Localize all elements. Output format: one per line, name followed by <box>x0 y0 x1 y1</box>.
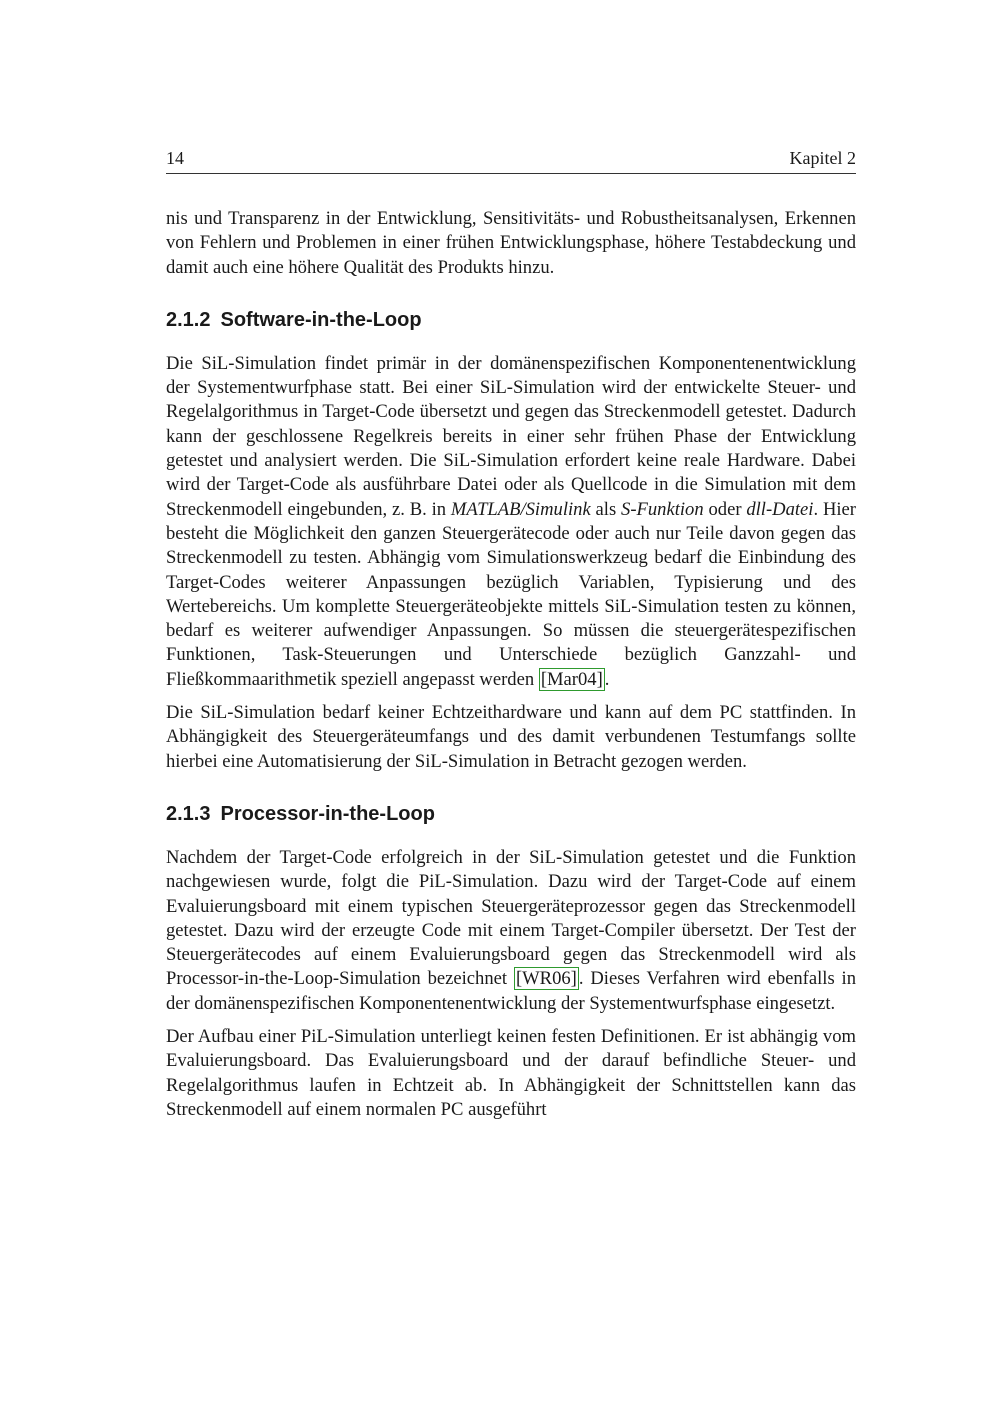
text-run: Die SiL-Simulation findet primär in der domänenspezifischen Komponentenentwicklung der Systementwurfphase statt. Bei einer SiL-Simulation wird der entwickelte Steuer- und Regelalgorithmus in Target-Code übersetzt und gegen das Streckenmodell getestet. Dadurch kann der geschlossene Regelkreis bereits in einer sehr frühen Phase der Entwicklung getestet und analysiert werden. Die SiL-Simulation erfordert keine reale Hardware. Dabei wird der Target-Code als ausführbare Datei oder als Quellcode in die Simulation mit dem Streckenmodell eingebunden, z. B. in <box>166 352 856 520</box>
running-header <box>166 148 856 174</box>
text-run: . <box>604 668 610 690</box>
text-run: . Dieses Verfahren wird ebenfalls in der domänenspezifischen Komponentenentwicklung der Systementwurfsphase eingesetzt. <box>166 968 857 1014</box>
section-number: 2.1.2 <box>166 308 211 331</box>
section-heading-2-1-2 <box>166 309 856 332</box>
text-run: Nachdem der Target-Code erfolgreich in der SiL-Simulation getestet und die Funktion nachgewiesen wurde, folgt die PiL-Simulation. Dazu wird der Target-Code auf einem Evaluierungsboard mit einem typischen Steuergeräteprozessor gegen das Streckenmodell getestet. Dazu wird der erzeugte Code mit einem Target-Compiler übersetzt. Der Test der Steuergerätecodes auf einem Evaluierungsboard gegen das Streckenmodell wird als Processor-in-the-Loop-Simulation bezeichnet <box>166 846 856 990</box>
text-run: oder <box>703 498 747 520</box>
paragraph-sil-1 <box>166 352 856 692</box>
section-number: 2.1.3 <box>166 802 211 825</box>
text-run: als <box>590 498 622 520</box>
paragraph-pil-2: Der Aufbau einer PiL-Simulation unterliegt keinen festen Definitionen. Er ist abhängig vom Evaluierungsboard. Das Evaluierungsboard und der darauf befindliche Steuer- und Regelalgorithmus laufen in Echtzeit ab. In Abhängigkeit der Schnittstellen kann das Streckenmodell auf einem normalen PC ausgeführt <box>166 1026 856 1120</box>
section-heading-2-1-3 <box>166 803 856 826</box>
emphasis-matlab: MATLAB/Simulink <box>450 498 591 520</box>
emphasis-dll-datei: dll-Datei <box>746 498 814 520</box>
paragraph-sil-2: Die SiL-Simulation bedarf keiner Echtzeithardware und kann auf dem PC stattfinden. In Abhängigkeit des Steuergeräteumfangs und des damit verbundenen Testumfangs sollte hierbei eine Automatisierung der SiL-Simulation in Betracht gezogen werden. <box>166 702 856 772</box>
paragraph-pil-1 <box>166 846 856 1016</box>
emphasis-s-funktion: S-Funktion <box>621 498 704 520</box>
page-number: 14 <box>166 148 184 168</box>
text-run: . Hier besteht die Möglichkeit den ganzen Steuergerätecode oder auch nur Teile davon gegen das Streckenmodell zu testen. Abhängig vom Simulationswerkzeug bedarf die Einbindung des Target-Codes weiterer Anpassungen bezüglich Variablen, Typisierung und des Wertebereichs. Um komplette Steuergeräteobjekte mittels SiL-Simulation testen zu können, bedarf es weiterer aufwendiger Anpassungen. So müssen die steuergerätespezifischen Funktionen, Task-Steuerungen und Unterschiede bezüglich Ganzzahl- und Fließkommaarithmetik speziell angepasst werden <box>166 498 856 690</box>
section-title: Processor-in-the-Loop <box>220 802 435 825</box>
intro-paragraph: nis und Transparenz in der Entwicklung, Sensitivitäts- und Robustheitsanalysen, Erkennen von Fehlern und Problemen in einer frühen Entwicklungsphase, höhere Testabdeckung und damit auch eine höhere Qualität des Produkts hinzu. <box>166 208 856 278</box>
section-title: Software-in-the-Loop <box>220 308 422 331</box>
chapter-label: Kapitel 2 <box>789 148 856 168</box>
page-body <box>166 148 856 1122</box>
citation-link-wr06[interactable]: [WR06] <box>515 968 577 990</box>
citation-link-mar04[interactable]: [Mar04] <box>540 668 603 690</box>
